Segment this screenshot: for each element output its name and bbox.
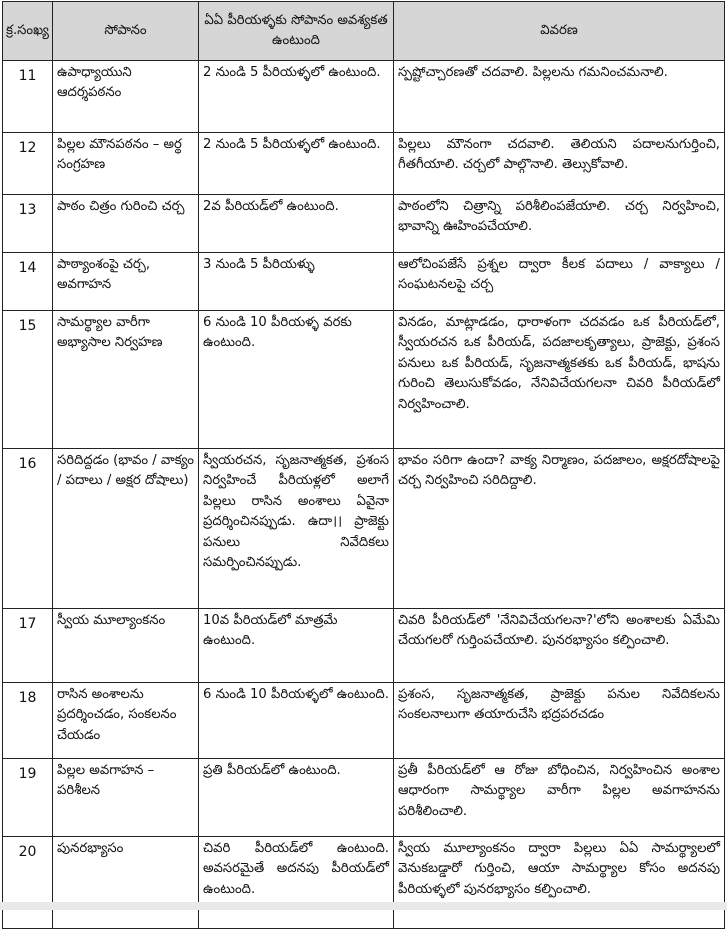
- row-periods: 2వ పీరియడ్‌లో ఉంటుంది.: [199, 195, 394, 253]
- table-row: [3, 195, 725, 253]
- row-number: 14: [3, 253, 53, 311]
- row-periods: 3 నుండి 5 పీరియళ్ళు: [199, 253, 394, 311]
- row-step: స్వీయ మూల్యాంకనం: [53, 609, 199, 683]
- row-description: పిల్లలు మౌనంగా చదవాలి. తెలియని పదాలనుగుర్తించి, గీతగీయాలి. చర్చలో పాల్గొనాలి. తెల్సుకోవాలి.: [394, 133, 725, 195]
- header-serial-number: క్ర.సంఖ్య: [3, 2, 53, 61]
- header-step: సోపానం: [53, 2, 199, 61]
- row-step: సామర్థ్యాల వారీగా అభ్యాసాల నిర్వహణ: [53, 311, 199, 449]
- table-row: [3, 609, 725, 683]
- table-row: [3, 759, 725, 837]
- row-description: భావం సరిగా ఉందా? వాక్య నిర్మాణం, పదజాలం, అక్షరదోషాలపై చర్చ నిర్వహించి సరిదిద్దాలి.: [394, 449, 725, 609]
- table-row: [3, 311, 725, 449]
- row-periods: 6 నుండి 10 పీరియళ్ళ వరకు ఉంటుంది.: [199, 311, 394, 449]
- row-step: పిల్లల అవగాహన – పరిశీలన: [53, 759, 199, 837]
- row-step: పిల్లల మౌనపఠనం – అర్థ సంగ్రహణ: [53, 133, 199, 195]
- header-row: [3, 2, 725, 61]
- row-number: 19: [3, 759, 53, 837]
- row-number: 12: [3, 133, 53, 195]
- table-row: [3, 253, 725, 311]
- row-periods: 2 నుండి 5 పీరియళ్ళలో ఉంటుంది.: [199, 61, 394, 133]
- row-description: చివరి పీరియడ్‌లో 'నేనివిచేయగలనా?'లోని అంశాలకు ఏమేమి చేయగలరో గుర్తింపచేయాలి. పునరభ్యాసం కల్పించాలి.: [394, 609, 725, 683]
- row-periods: 6 నుండి 10 పీరియళ్ళలో ఉంటుంది.: [199, 683, 394, 759]
- row-number: 17: [3, 609, 53, 683]
- table-row: [3, 133, 725, 195]
- row-description: వినడం, మాట్లాడడం, ధారాళంగా చదవడం ఒక పీరియడ్‌లో, స్వీయరచన ఒక పీరియడ్, పదజాలకృత్యాలు, ప్రాజెక్టు, ప్రశంస పనులు ఒక పీరియడ్, సృజనాత్మకతకు ఒక పీరియడ్, భాషను గురించి తెలుసుకోవడం, నేనివిచేయగలనా చివరి పీరియడ్‌లో నిర్వహించాలి.: [394, 311, 725, 449]
- row-number: 18: [3, 683, 53, 759]
- page-bottom-edge: [0, 902, 727, 910]
- table-row: [3, 449, 725, 609]
- row-step: పాఠం చిత్రం గురించి చర్చ: [53, 195, 199, 253]
- header-description: వివరణ: [394, 2, 725, 61]
- teaching-steps-table: [2, 1, 725, 929]
- table-row: [3, 61, 725, 133]
- row-step: ఉపాధ్యాయుని ఆదర్శపఠనం: [53, 61, 199, 133]
- table-header: [3, 2, 725, 61]
- row-description: స్పష్టోచ్చారణతో చదవాలి. పిల్లలను గమనించమనాలి.: [394, 61, 725, 133]
- header-periods: ఏఏ పీరియళ్ళకు సోపానం అవశ్యకత ఉంటుంది: [199, 2, 394, 61]
- row-periods: 2 నుండి 5 పీరియళ్ళలో ఉంటుంది.: [199, 133, 394, 195]
- table-body: [3, 61, 725, 929]
- row-description: పాఠంలోని చిత్రాన్ని పరిశీలింపజేయాలి. చర్చ నిర్వహించి, భావాన్ని ఊహింపచేయాలి.: [394, 195, 725, 253]
- row-step: సరిదిద్దడం (భావం / వాక్యం / పదాలు / అక్షర దోషాలు): [53, 449, 199, 609]
- row-description: ఆలోచింపజేసే ప్రశ్నల ద్వారా కీలక పదాలు / వాక్యాలు / సంఘటనలపై చర్చ: [394, 253, 725, 311]
- row-description: ప్రశంస, సృజనాత్మకత, ప్రాజెక్టు పనుల నివేదికలను సంకలనాలుగా తయారుచేసి భద్రపరచడం: [394, 683, 725, 759]
- row-periods: ప్రతి పీరియడ్‌లో ఉంటుంది.: [199, 759, 394, 837]
- row-step: పునరభ్యాసం: [53, 837, 199, 929]
- row-description: స్వీయ మూల్యాంకనం ద్వారా పిల్లలు ఏఏ సామర్థ్యాలలో వెనుకబడ్డారో గుర్తించి, ఆయా సామర్థ్యాల కోసం అదనపు పీరియళ్ళలో పునరభ్యాసం కల్పించాలి.: [394, 837, 725, 929]
- row-number: 11: [3, 61, 53, 133]
- row-periods: 10వ పీరియడ్‌లో మాత్రమే ఉంటుంది.: [199, 609, 394, 683]
- row-periods: స్వీయరచన, సృజనాత్మకత, ప్రశంస నిర్వహించే పీరియళ్లలో అలాగే పిల్లలు రాసిన అంశాలు ఏవైనా ప్రదర్శించినప్పుడు. ఉదా।। ప్రాజెక్టు పనులు నివేదికలు సమర్పించినప్పుడు.: [199, 449, 394, 609]
- row-step: రాసిన అంశాలను ప్రదర్శించడం, సంకలనం చేయడం: [53, 683, 199, 759]
- row-step: పాఠ్యాంశంపై చర్చ, అవగాహన: [53, 253, 199, 311]
- table-row: [3, 837, 725, 929]
- row-number: 15: [3, 311, 53, 449]
- row-description: ప్రతీ పీరియడ్‌లో ఆ రోజు బోధించిన, నిర్వహించిన అంశాల ఆధారంగా సామర్థ్యాల వారీగా పిల్లల అవగాహనను పరిశీలించాలి.: [394, 759, 725, 837]
- row-number: 16: [3, 449, 53, 609]
- row-number: 13: [3, 195, 53, 253]
- row-periods: చివరి పీరియడ్‌లో ఉంటుంది. అవసరమైతే అదనపు పీరియడ్‌లో ఉంటుంది.: [199, 837, 394, 929]
- row-number: 20: [3, 837, 53, 929]
- table-row: [3, 683, 725, 759]
